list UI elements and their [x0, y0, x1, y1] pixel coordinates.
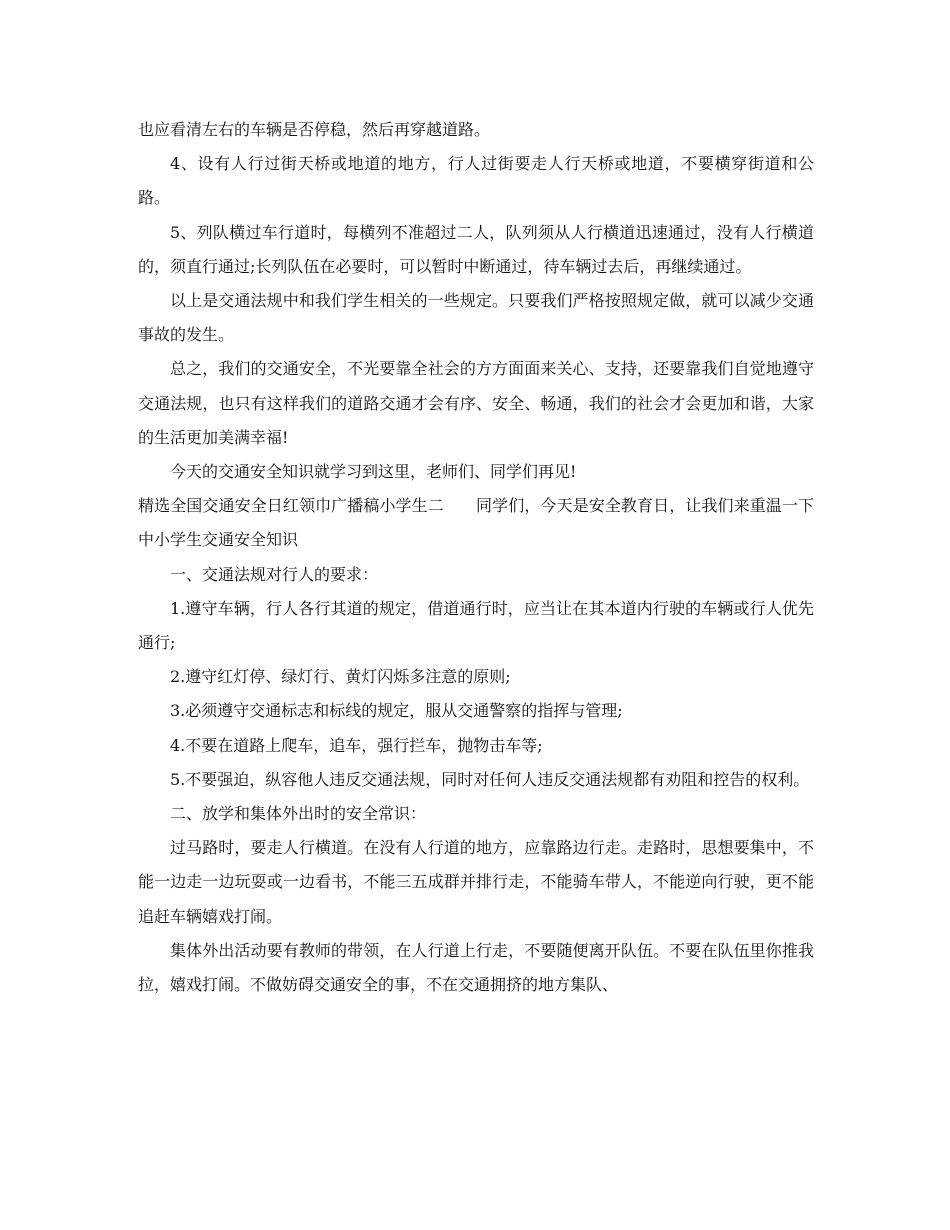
list-item: 5.不要强迫，纵容他人违反交通法规，同时对任何人违反交通法规都有劝阻和控告的权利。 [170, 769, 810, 789]
paragraph: 过马路时，要走人行横道。在没有人行道的地方，应靠路边行走。走路时，思想要集中，不能一边走一边玩耍或一边看书，不能三五成群并排行走，不能骑车带人，不能逆向行驶，更不能追赶车辆嬉戏打闹。 [138, 838, 814, 926]
list-item: 1.遵守车辆，行人各行其道的规定，借道通行时，应当让在其本道内行驶的车辆或行人优先通行; [138, 598, 814, 653]
document-body [138, 113, 814, 1002]
paragraph: 以上是交通法规中和我们学生相关的一些规定。只要我们严格按照规定做，就可以减少交通事故的发生。 [138, 291, 814, 345]
list-item: 4.不要在道路上爬车，追车，强行拦车，抛物击车等; [170, 735, 543, 755]
section-title: 精选全国交通安全日红领巾广播稿小学生二 同学们，今天是安全教育日，让我们来重温一下中小学生交通安全知识 [138, 496, 814, 550]
list-item: 2.遵守红灯停、绿灯行、黄灯闪烁多注意的原则; [170, 667, 511, 687]
section-heading: 一、交通法规对行人的要求： [170, 564, 379, 584]
paragraph: 5、列队横过车行道时，每横列不准超过二人，队列须从人行横道迅速通过，没有人行横道的，须直行通过;长列队伍在必要时，可以暂时中断通过，待车辆过去后，再继续通过。 [138, 222, 814, 276]
paragraph: 总之，我们的交通安全，不光要靠全社会的方方面面来关心、支持，还要靠我们自觉地遵守交通法规，也只有这样我们的道路交通才会有序、安全、畅通，我们的社会才会更加和谐，大家的生活更加美满幸福! [138, 359, 814, 447]
list-item: 3.必须遵守交通标志和标线的规定，服从交通警察的指挥与管理; [170, 701, 623, 721]
paragraph: 4、设有人行过街天桥或地道的地方，行人过街要走人行天桥或地道，不要横穿街道和公路。 [138, 154, 814, 208]
paragraph: 集体外出活动要有教师的带领，在人行道上行走，不要随便离开队伍。不要在队伍里你推我拉，嬉戏打闹。不做妨碍交通安全的事，不在交通拥挤的地方集队、 [138, 940, 814, 995]
paragraph: 也应看清左右的车辆是否停稳，然后再穿越道路。 [138, 120, 491, 139]
section-heading: 二、放学和集体外出时的安全常识： [170, 804, 427, 824]
paragraph: 今天的交通安全知识就学习到这里，老师们、同学们再见! [170, 462, 577, 482]
